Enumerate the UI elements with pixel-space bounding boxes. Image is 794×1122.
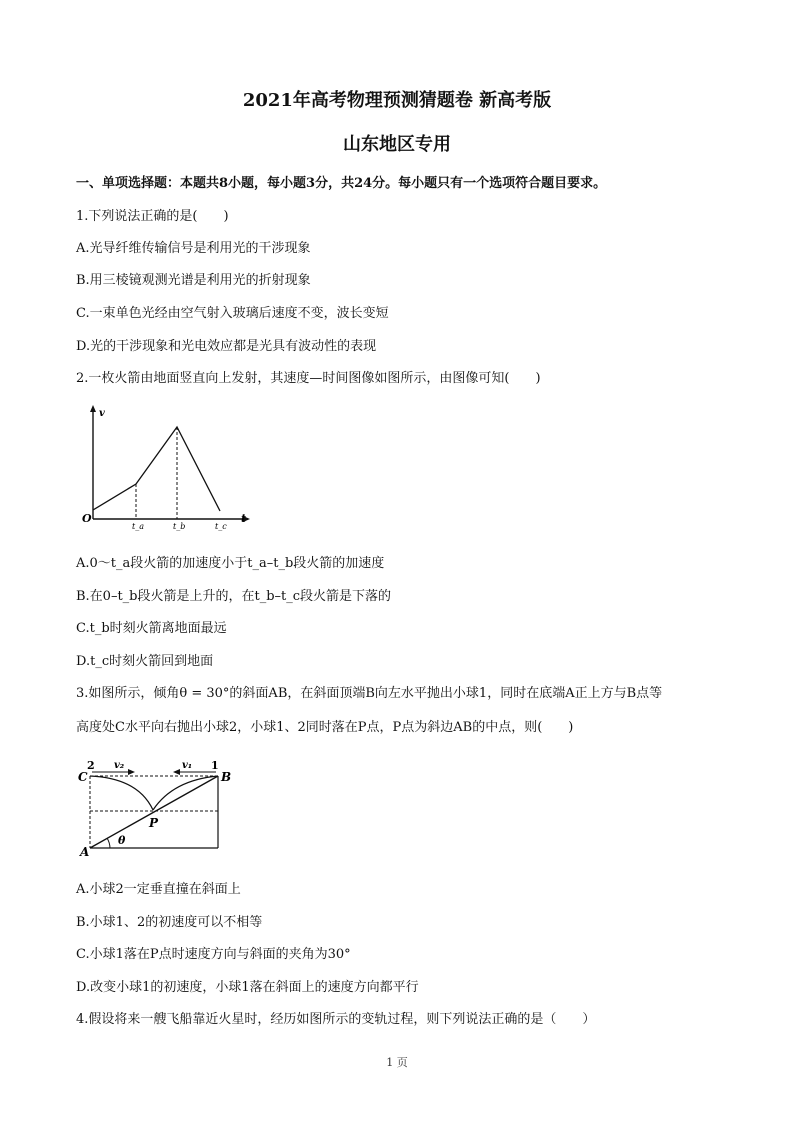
q1-option-c: C.一束单色光经由空气射入玻璃后速度不变，波长变短 — [76, 306, 389, 321]
q3-label-v1: v₁ — [182, 760, 193, 771]
q2-option-c: C.t_b时刻火箭离地面最远 — [76, 621, 227, 636]
q3-label-v2: v₂ — [114, 760, 125, 771]
q3-stem-line2: 高度处C水平向右抛出小球2，小球1、2同时落在P点，P点为斜边AB的中点，则( ) — [76, 720, 574, 735]
q3-stem-line1: 3.如图所示，倾角θ = 30°的斜面AB，在斜面顶端B向左水平抛出小球1，同时在底端A正上方与B点等 — [76, 686, 663, 701]
q3-option-c: C.小球1落在P点时速度方向与斜面的夹角为30° — [76, 947, 351, 962]
q3-trajectory-2 — [90, 776, 153, 810]
q3-label-p: P — [149, 816, 159, 830]
q1-option-a: A.光导纤维传输信号是利用光的干涉现象 — [76, 241, 311, 256]
q2-velocity-curve — [93, 427, 220, 511]
q3-incline-ab — [90, 776, 218, 848]
q3-label-b: B — [221, 770, 232, 784]
q2-tick-ta: t_a — [132, 522, 144, 531]
q2-tick-tc: t_c — [215, 522, 227, 531]
q2-vt-graph — [80, 400, 255, 532]
q1-option-b: B.用三棱镜观测光谱是利用光的折射现象 — [76, 273, 311, 288]
q2-option-b: B.在0–t_b段火箭是上升的，在t_b–t_c段火箭是下落的 — [76, 589, 392, 604]
q3-label-ball1: 1 — [211, 759, 219, 772]
q2-y-arrow — [90, 405, 96, 412]
q2-x-label: t — [241, 512, 247, 525]
q1-stem: 1.下列说法正确的是( ) — [76, 209, 229, 224]
q3-label-c: C — [78, 770, 88, 784]
q2-origin-label: O — [82, 512, 92, 525]
q1-option-d: D.光的干涉现象和光电效应都是光具有波动性的表现 — [76, 339, 377, 354]
section-heading: 一、单项选择题：本题共8小题，每小题3分，共24分。每小题只有一个选项符合题目要求。 — [76, 176, 607, 191]
q3-label-a: A — [80, 845, 90, 859]
paper-subtitle: 山东地区专用 — [343, 134, 451, 155]
q3-option-b: B.小球1、2的初速度可以不相等 — [76, 915, 263, 930]
q3-option-a: A.小球2一定垂直撞在斜面上 — [76, 882, 241, 897]
q3-incline-figure — [78, 752, 248, 860]
q3-v1-arrowhead — [173, 769, 180, 775]
q3-option-d: D.改变小球1的初速度，小球1落在斜面上的速度方向都平行 — [76, 980, 419, 995]
q3-label-ball2: 2 — [87, 759, 95, 772]
q3-label-theta: θ — [118, 834, 126, 847]
q2-stem: 2.一枚火箭由地面竖直向上发射，其速度—时间图像如图所示，由图像可知( ) — [76, 371, 541, 386]
q2-tick-tb: t_b — [173, 522, 186, 531]
paper-title: 2021年高考物理预测猜题卷 新高考版 — [242, 90, 552, 111]
q2-option-d: D.t_c时刻火箭回到地面 — [76, 654, 214, 669]
q4-stem: 4.假设将来一艘飞船靠近火星时，经历如图所示的变轨过程，则下列说法正确的是（ ） — [76, 1012, 596, 1027]
page-number: 1 页 — [386, 1056, 408, 1069]
q2-y-label: v — [99, 408, 105, 419]
q2-option-a: A.0～t_a段火箭的加速度小于t_a–t_b段火箭的加速度 — [76, 556, 385, 571]
q3-angle-arc — [107, 838, 110, 848]
q3-v2-arrowhead — [128, 769, 135, 775]
